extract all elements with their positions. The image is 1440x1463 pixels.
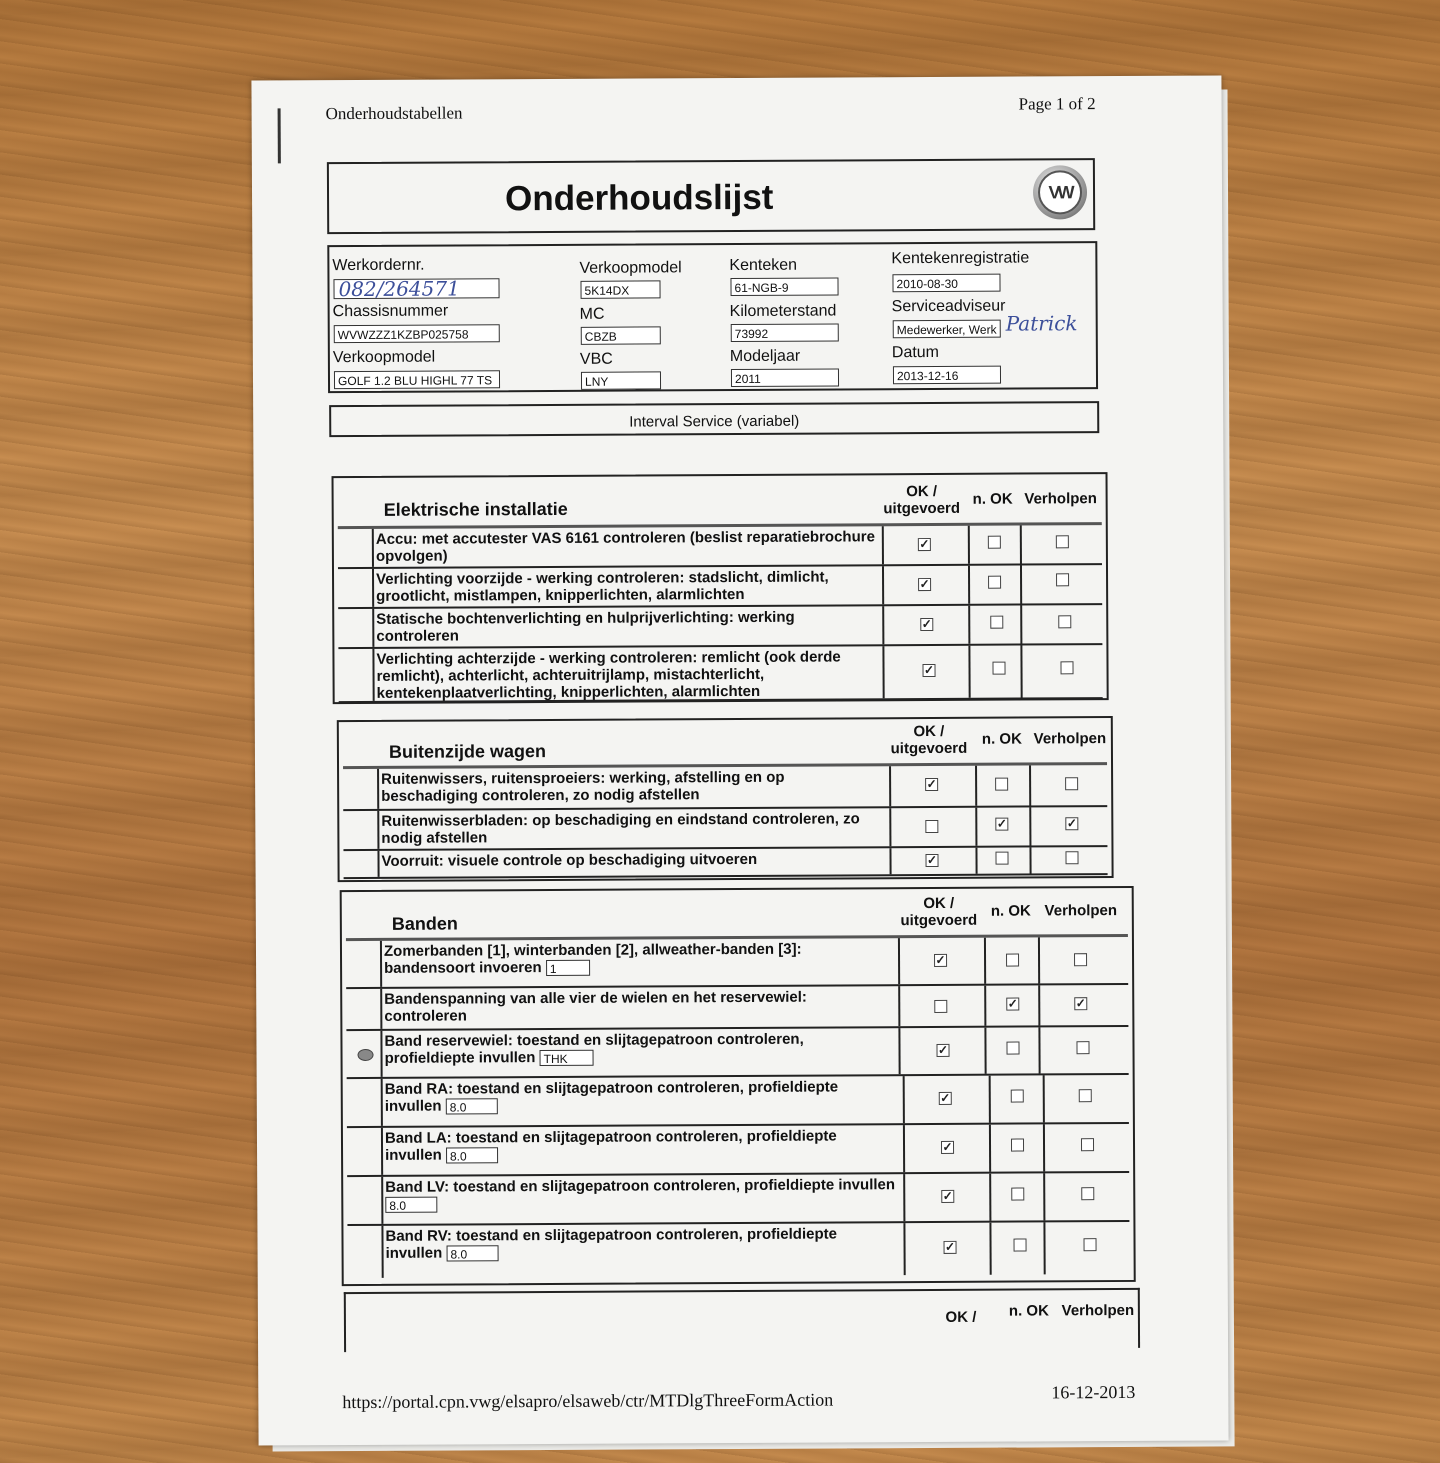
row-lead-cell xyxy=(347,1177,383,1224)
row-text: Ruitenwissers, ruitensproeiers: werking, afstelling en op beschadiging controleren, zo nodig afstellen xyxy=(381,768,785,805)
mc-label: MC xyxy=(579,305,605,323)
col-divider xyxy=(1043,1173,1045,1220)
row-text: Ruitenwisserbladen: op beschadiging en eindstand controleren, zo nodig afstellen xyxy=(381,810,860,847)
col-divider xyxy=(1020,526,1022,564)
checkbox-fix[interactable] xyxy=(1065,851,1078,864)
werkordernr-label: Werkordernr. xyxy=(332,256,425,275)
checkbox-fix[interactable] xyxy=(1076,1041,1089,1054)
col-divider xyxy=(975,808,977,846)
profieldiepte-reserve-input[interactable]: THK xyxy=(540,1050,594,1066)
row-lead-cell xyxy=(346,1031,382,1077)
row-text: Verlichting achterzijde - werking controleren: remlicht (ook derde remlicht), achterlicht, achteruitrijlamp, mistachterlicht, kentekenplaatverlichting, knipperlichten, alarmlichten xyxy=(376,648,841,702)
col-divider xyxy=(968,526,970,564)
checkbox-nok[interactable] xyxy=(995,852,1008,865)
table-row xyxy=(346,985,1128,1031)
col-header-ok: OK / uitgevoerd xyxy=(883,482,961,518)
col-divider xyxy=(1020,566,1022,604)
col-divider xyxy=(968,646,970,698)
checkbox-nok[interactable] xyxy=(1011,1090,1024,1103)
checkbox-ok[interactable]: ✓ xyxy=(935,952,946,967)
row-text xyxy=(384,940,894,977)
profieldiepte-lv-input[interactable]: 8.0 xyxy=(385,1197,437,1213)
table-row xyxy=(338,525,1102,569)
bandensoort-input[interactable]: 1 xyxy=(546,960,590,976)
col-divider xyxy=(984,1028,986,1074)
row-lead-cell xyxy=(346,989,382,1029)
paper-sheet xyxy=(251,75,1228,1445)
checkbox-ok[interactable]: ✓ xyxy=(940,1090,951,1105)
profieldiepte-ra-input[interactable]: 8.0 xyxy=(446,1098,498,1114)
col-divider xyxy=(989,1076,991,1123)
col-divider xyxy=(1043,1222,1045,1274)
checkbox-ok[interactable]: ✓ xyxy=(919,537,930,552)
table-row xyxy=(347,1222,1129,1278)
footer-date: 16-12-2013 xyxy=(1051,1381,1136,1403)
col-divider xyxy=(1029,807,1031,845)
row-lead-cell xyxy=(338,649,374,701)
checkbox-nok[interactable] xyxy=(1011,1139,1024,1152)
checkbox-fix[interactable]: ✓ xyxy=(1075,996,1086,1011)
col-header-fix: Verholpen xyxy=(1024,490,1097,508)
kilometerstand-field[interactable]: 73992 xyxy=(731,323,839,342)
row-lead-cell xyxy=(343,811,379,849)
col-divider xyxy=(1029,847,1031,873)
col-divider xyxy=(898,1028,900,1074)
chassisnummer-label: Chassisnummer xyxy=(332,302,449,321)
checkbox-nok[interactable] xyxy=(995,778,1008,791)
col-divider xyxy=(882,606,884,644)
col-divider xyxy=(984,986,986,1026)
section-buitenzijde-wagen xyxy=(337,716,1114,882)
vbc-field[interactable]: LNY xyxy=(581,371,661,389)
col-header-fix: Verholpen xyxy=(1044,902,1118,920)
col-divider xyxy=(1038,985,1040,1025)
table-row xyxy=(343,847,1107,879)
col-divider xyxy=(1029,765,1031,805)
checkbox-nok[interactable] xyxy=(992,662,1005,675)
checkbox-nok[interactable]: ✓ xyxy=(1007,996,1018,1011)
checkbox-ok[interactable]: ✓ xyxy=(921,616,932,632)
section-next-partial xyxy=(344,1288,1140,1352)
row-lead-cell xyxy=(338,529,374,567)
profieldiepte-la-input[interactable]: 8.0 xyxy=(446,1147,498,1163)
col-divider xyxy=(889,808,891,846)
col-divider xyxy=(889,848,891,874)
checkbox-fix[interactable] xyxy=(1081,1187,1094,1200)
kilometerstand-label: Kilometerstand xyxy=(729,302,837,321)
row-text-label: Zomerbanden [1], winterbanden [2], allweather-banden [3]: bandensoort invoeren xyxy=(383,940,802,977)
checkbox-fix[interactable] xyxy=(1081,1138,1094,1151)
checkbox-ok[interactable]: ✓ xyxy=(937,1042,949,1057)
edge-mark xyxy=(278,108,281,163)
table-row xyxy=(343,807,1107,851)
col-header-fix: Verholpen xyxy=(1061,1301,1135,1320)
checkbox-ok[interactable]: ✓ xyxy=(926,852,938,868)
page-number: Page 1 of 2 xyxy=(1018,94,1096,114)
werkordernr-handwritten: 082/264571 xyxy=(338,276,460,302)
vehicle-info-box xyxy=(327,241,1098,393)
section-elektrische-installatie xyxy=(332,472,1109,704)
section-banden xyxy=(340,886,1136,1286)
table-row xyxy=(346,937,1128,989)
checkbox-fix[interactable] xyxy=(1065,777,1078,790)
row-text xyxy=(385,1127,895,1164)
datum-label: Datum xyxy=(891,343,940,362)
col-divider xyxy=(903,1125,905,1172)
col-divider xyxy=(1038,1027,1040,1073)
col-header-nok: n. OK xyxy=(990,902,1031,920)
col-divider xyxy=(882,566,884,604)
col-divider xyxy=(1020,646,1022,698)
row-text xyxy=(385,1078,895,1115)
col-divider xyxy=(898,986,900,1026)
checkbox-nok[interactable] xyxy=(1006,954,1019,967)
col-divider xyxy=(1043,1124,1045,1171)
checkbox-ok[interactable] xyxy=(934,1000,947,1013)
col-divider xyxy=(975,766,977,806)
checkbox-nok[interactable] xyxy=(1006,1042,1019,1055)
chassisnummer-field[interactable]: WVWZZZ1KZBP025758 xyxy=(334,324,500,343)
col-divider xyxy=(1020,606,1022,644)
modeljaar-label: Modeljaar xyxy=(729,347,801,366)
profieldiepte-rv-input[interactable]: 8.0 xyxy=(446,1245,498,1261)
row-text xyxy=(384,1030,884,1067)
serviceadviseur-handwritten: Patrick xyxy=(1005,311,1078,336)
row-lead-cell xyxy=(347,1128,383,1175)
checkbox-fix[interactable] xyxy=(1079,1089,1092,1102)
table-row xyxy=(346,1027,1128,1079)
vw-logo-icon xyxy=(1033,165,1087,219)
col-divider xyxy=(968,606,970,644)
checkbox-nok[interactable] xyxy=(1014,1239,1027,1252)
modeljaar-field[interactable]: 2011 xyxy=(731,368,839,387)
table-row xyxy=(347,1124,1129,1177)
col-divider xyxy=(989,1125,991,1172)
vw-logo-text: VW xyxy=(1038,170,1082,214)
table-row xyxy=(347,1075,1129,1128)
row-text: Verlichting voorzijde - werking controleren: stadslicht, dimlicht, grootlicht, mistlampen, knipperlichten, alarmlichten xyxy=(376,568,829,605)
col-header-nok: n. OK xyxy=(1008,1302,1049,1320)
col-header-ok: OK / uitgevoerd xyxy=(890,722,968,758)
document-title: Onderhoudslijst xyxy=(504,177,774,219)
table-row xyxy=(343,765,1107,811)
kenteken-field[interactable]: 61-NGB-9 xyxy=(730,277,838,296)
datum-field[interactable]: 2013-12-16 xyxy=(893,366,1001,385)
title-box xyxy=(327,158,1095,234)
checkbox-fix[interactable] xyxy=(1084,1238,1097,1251)
checkbox-ok[interactable]: ✓ xyxy=(926,776,937,792)
col-divider xyxy=(975,848,977,874)
checkbox-nok[interactable]: ✓ xyxy=(996,816,1007,831)
table-row xyxy=(338,645,1102,703)
row-lead-cell xyxy=(347,1226,383,1278)
mc-field[interactable]: CBZB xyxy=(581,326,661,344)
checkbox-fix[interactable] xyxy=(1058,615,1071,628)
checkbox-fix[interactable] xyxy=(1074,953,1087,966)
row-text: Bandenspanning van alle vier de wielen en het reservewiel: controleren xyxy=(384,988,807,1025)
col-divider xyxy=(903,1223,905,1275)
checkbox-nok[interactable] xyxy=(990,616,1003,629)
interval-label: Interval Service (variabel) xyxy=(629,412,800,431)
footer-url: https://portal.cpn.vwg/elsapro/elsaweb/ctr/MTDlgThreeFormAction xyxy=(342,1389,834,1413)
table-row xyxy=(338,605,1102,649)
section-title: Banden xyxy=(391,913,458,934)
col-header-fix: Verholpen xyxy=(1033,730,1107,748)
page-header-title: Onderhoudstabellen xyxy=(325,103,463,124)
checkbox-ok[interactable]: ✓ xyxy=(942,1188,953,1203)
checkbox-ok[interactable]: ✓ xyxy=(942,1139,953,1154)
serviceadviseur-label: Serviceadviseur xyxy=(891,297,1006,316)
row-text: Voorruit: visuele controle op beschadiging uitvoeren xyxy=(381,850,758,870)
checkbox-fix[interactable] xyxy=(1056,573,1069,586)
table-row xyxy=(338,565,1102,609)
row-text: Statische bochtenverlichting en hulprijverlichting: werking controleren xyxy=(376,608,795,645)
kentekenregistratie-field[interactable]: 2010-08-30 xyxy=(892,274,1000,293)
row-text-label: Band LA: toestand en slijtagepatroon controleren, profieldiepte invullen xyxy=(384,1127,837,1164)
row-lead-cell xyxy=(338,569,374,607)
table-row xyxy=(347,1173,1129,1226)
col-divider xyxy=(989,1174,991,1221)
kentekenregistratie-label: Kentekenregistratie xyxy=(891,249,1030,268)
col-divider xyxy=(903,1174,905,1221)
col-divider xyxy=(882,646,884,698)
row-lead-cell xyxy=(338,609,374,647)
col-header-nok: n. OK xyxy=(981,730,1022,748)
row-text-label: Band RV: toestand en slijtagepatroon controleren, profieldiepte invullen xyxy=(385,1225,837,1262)
col-header-ok: OK / uitgevoerd xyxy=(900,894,978,930)
checkbox-ok[interactable]: ✓ xyxy=(944,1239,956,1254)
col-divider xyxy=(989,1223,991,1275)
section-title: Elektrische installatie xyxy=(383,498,568,520)
vbc-label: VBC xyxy=(579,350,613,368)
row-text-label: Band LV: toestand en slijtagepatroon controleren, profieldiepte invullen xyxy=(385,1176,896,1196)
checkbox-nok[interactable] xyxy=(988,536,1001,549)
interval-box xyxy=(329,401,1099,437)
checkbox-ok[interactable]: ✓ xyxy=(923,662,935,678)
row-lead-cell xyxy=(343,851,379,877)
serviceadviseur-field[interactable]: Medewerker, Werk xyxy=(893,320,1001,339)
row-lead-cell xyxy=(343,769,379,809)
checkbox-fix[interactable]: ✓ xyxy=(1066,816,1077,831)
col-divider xyxy=(968,566,970,604)
col-divider xyxy=(984,938,986,984)
col-divider xyxy=(898,938,900,984)
row-text xyxy=(385,1176,895,1213)
verkoopmodel-field[interactable]: 5K14DX xyxy=(580,280,660,298)
verkoopmodel-name-label: Verkoopmodel xyxy=(332,348,436,367)
checkbox-ok[interactable] xyxy=(925,820,938,833)
checkbox-fix[interactable] xyxy=(1060,661,1073,674)
kenteken-label: Kenteken xyxy=(729,256,798,275)
verkoopmodel-label: Verkoopmodel xyxy=(579,259,682,277)
row-lead-cell xyxy=(347,1079,383,1126)
checkbox-fix[interactable] xyxy=(1056,535,1069,548)
col-divider xyxy=(889,766,891,806)
checkbox-nok[interactable] xyxy=(988,576,1001,589)
row-text-label: Band reservewiel: toestand en slijtagepatroon controleren, profieldiepte invullen xyxy=(384,1030,804,1067)
row-text xyxy=(385,1225,895,1262)
section-title: Buitenzijde wagen xyxy=(388,741,547,762)
checkbox-ok[interactable]: ✓ xyxy=(919,577,930,592)
eye-icon[interactable] xyxy=(358,1049,374,1061)
col-divider xyxy=(1038,937,1040,983)
col-divider xyxy=(903,1076,905,1123)
col-divider xyxy=(882,526,884,564)
col-header-ok: OK / xyxy=(945,1308,977,1326)
row-lead-cell xyxy=(346,941,382,987)
col-divider xyxy=(1043,1075,1045,1122)
checkbox-nok[interactable] xyxy=(1011,1188,1024,1201)
col-header-nok: n. OK xyxy=(972,490,1013,508)
verkoopmodel-name-field[interactable]: GOLF 1.2 BLU HIGHL 77 TS xyxy=(334,370,500,389)
row-text-label: Band RA: toestand en slijtagepatroon controleren, profieldiepte invullen xyxy=(384,1078,839,1115)
row-text: Accu: met accutester VAS 6161 controleren (beslist reparatiebrochure opvolgen) xyxy=(375,528,875,565)
